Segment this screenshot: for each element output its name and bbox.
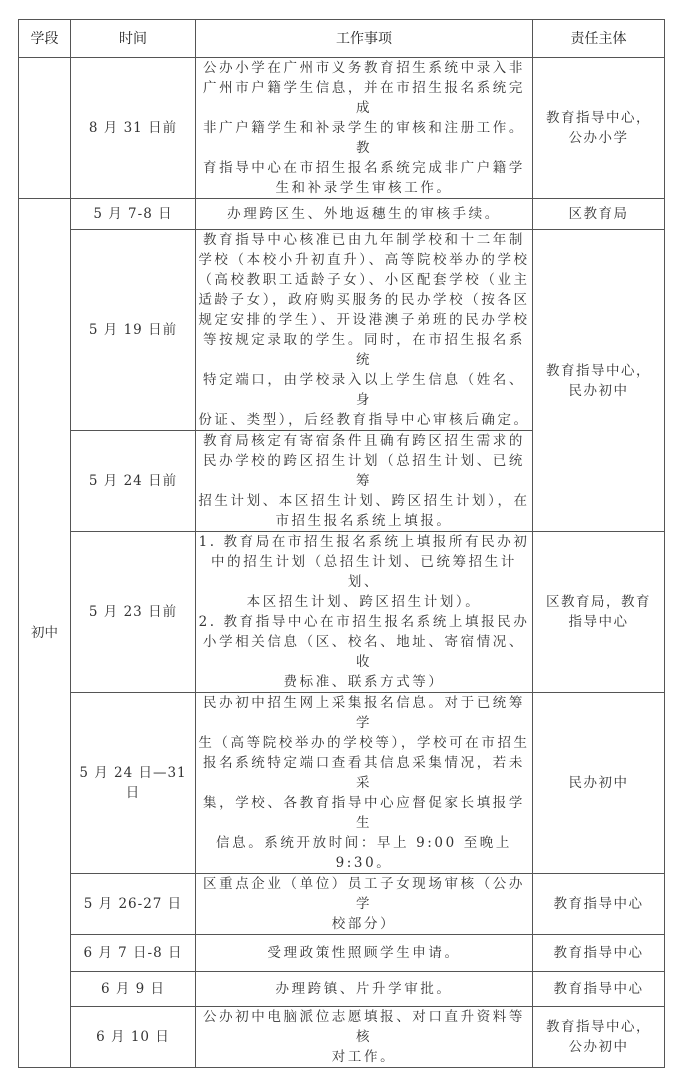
responsible-cell: 教育指导中心， 公办小学 — [533, 58, 665, 199]
responsible-cell: 区教育局，教育 指导中心 — [533, 532, 665, 693]
date-cell: 5 月 24 日前 — [71, 431, 196, 532]
date-cell: 5 月 19 日前 — [71, 230, 196, 431]
table-row — [19, 199, 665, 230]
responsible-cell: 民办初中 — [533, 693, 665, 874]
schedule-table — [18, 19, 665, 1068]
header-stage: 学段 — [19, 20, 71, 58]
date-cell: 5 月 23 日前 — [71, 532, 196, 693]
responsible-cell: 教育指导中心， 民办初中 — [533, 230, 665, 532]
date-cell: 5 月 24 日—31 日 — [71, 693, 196, 874]
header-work: 工作事项 — [196, 20, 533, 58]
date-cell: 6 月 9 日 — [71, 972, 196, 1007]
responsible-cell: 教育指导中心 — [533, 972, 665, 1007]
work-cell: 公办初中电脑派位志愿填报、对口直升资料等核 对工作。 — [196, 1007, 533, 1068]
date-cell: 5 月 7-8 日 — [71, 199, 196, 230]
table-row — [19, 230, 665, 431]
table-row — [19, 935, 665, 972]
work-cell: 教育指导中心核准已由九年制学校和十二年制 学校（本校小升初直升）、高等院校举办的学校 （高校教职工适龄子女）、小区配套学校（业主 适龄子女），政府购买服务的民办学校（按各区 规定安排的学生）、开设港澳子弟班的民办学校 等按规定录取的学生。同时，在市招生报名系统 特定端口，由学校录入以上学生信息（姓名、身 份证、类型），后经教育指导中心审核后确定。 — [196, 230, 533, 431]
responsible-cell: 教育指导中心， 公办初中 — [533, 1007, 665, 1068]
work-cell: 教育局核定有寄宿条件且确有跨区招生需求的 民办学校的跨区招生计划（总招生计划、已统筹 招生计划、本区招生计划、跨区招生计划），在 市招生报名系统上填报。 — [196, 431, 533, 532]
header-row — [19, 20, 665, 58]
responsible-cell: 区教育局 — [533, 199, 665, 230]
date-cell: 8 月 31 日前 — [71, 58, 196, 199]
responsible-cell: 教育指导中心 — [533, 935, 665, 972]
work-cell: 受理政策性照顾学生申请。 — [196, 935, 533, 972]
table-row — [19, 972, 665, 1007]
date-cell: 5 月 26-27 日 — [71, 874, 196, 935]
table-row — [19, 58, 665, 199]
date-cell: 6 月 7 日-8 日 — [71, 935, 196, 972]
table-row — [19, 532, 665, 693]
work-cell: 办理跨镇、片升学审批。 — [196, 972, 533, 1007]
work-cell: 办理跨区生、外地返穗生的审核手续。 — [196, 199, 533, 230]
work-cell: 1. 教育局在市招生报名系统上填报所有民办初 中的招生计划（总招生计划、已统筹招生计划、 本区招生计划、跨区招生计划）。 2. 教育指导中心在市招生报名系统上填报民办 小学相关信息（区、校名、地址、寄宿情况、收 费标准、联系方式等） — [196, 532, 533, 693]
date-cell: 6 月 10 日 — [71, 1007, 196, 1068]
stage-cell — [19, 58, 71, 199]
work-cell: 民办初中招生网上采集报名信息。对于已统筹学 生（高等院校举办的学校等），学校可在市招生 报名系统特定端口查看其信息采集情况，若未采 集，学校、各教育指导中心应督促家长填报学生 信息。系统开放时间：早上 9:00 至晚上 9:30。 — [196, 693, 533, 874]
stage-cell-middle: 初中 — [19, 199, 71, 1068]
work-cell: 区重点企业（单位）员工子女现场审核（公办学 校部分） — [196, 874, 533, 935]
work-cell: 公办小学在广州市义务教育招生系统中录入非 广州市户籍学生信息，并在市招生报名系统完成 非广户籍学生和补录学生的审核和注册工作。教 育指导中心在市招生报名系统完成非广户籍学 生和补录学生审核工作。 — [196, 58, 533, 199]
header-time: 时间 — [71, 20, 196, 58]
header-responsible: 责任主体 — [533, 20, 665, 58]
responsible-cell: 教育指导中心 — [533, 874, 665, 935]
table-row — [19, 1007, 665, 1068]
table-row — [19, 874, 665, 935]
table-row — [19, 693, 665, 874]
